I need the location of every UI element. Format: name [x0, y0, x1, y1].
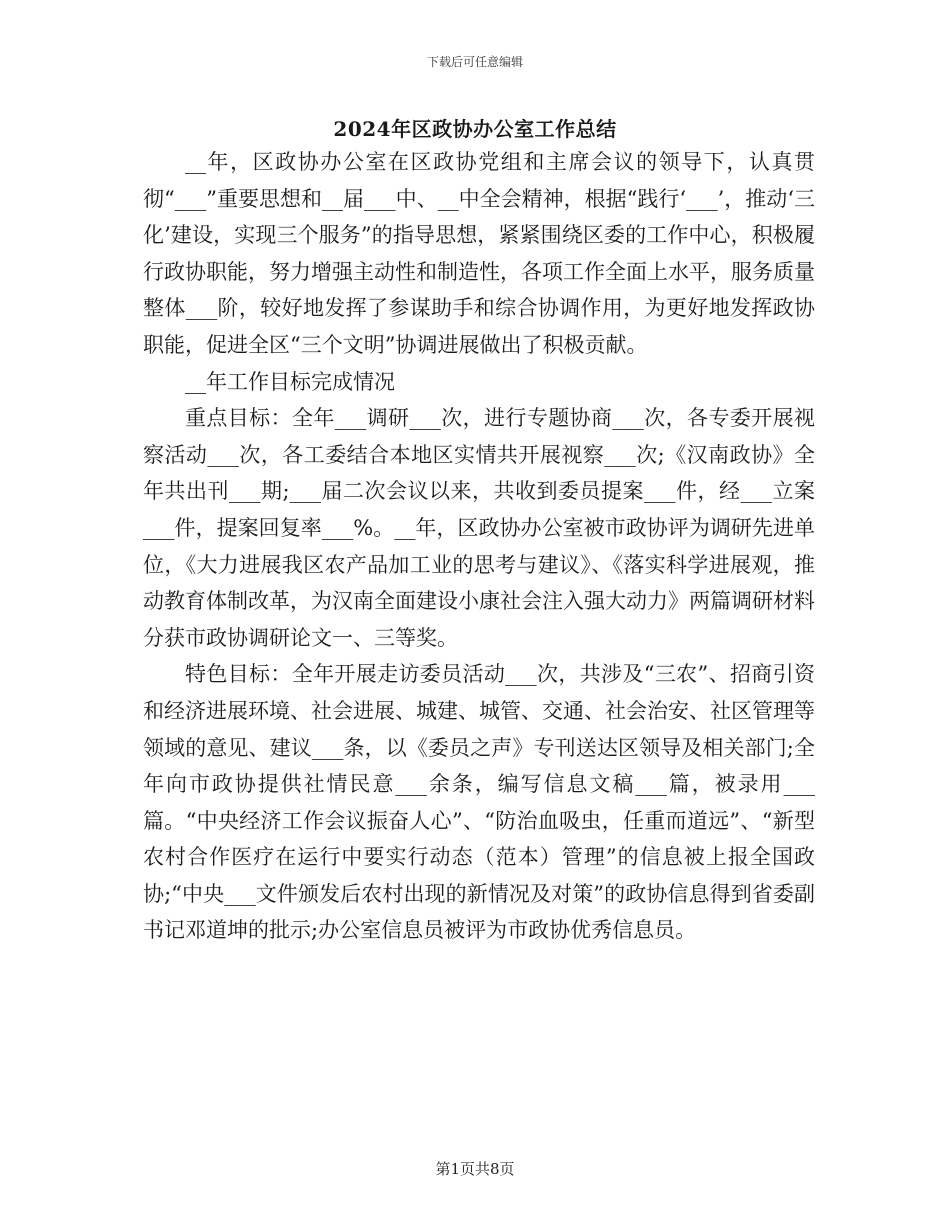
document-title: 2024年区政协办公室工作总结 — [333, 117, 617, 141]
document-body — [143, 144, 815, 949]
paragraph-intro: __年，区政协办公室在区政协党组和主席会议的领导下，认真贯彻“___”重要思想和__届___中、__中全会精神，根据“践行‘___’，推动‘三化’建设，实现三个服务”的指导思想，紧紧围绕区委的工作中心，积极履行政协职能，努力增强主动性和制造性，各项工作全面上水平，服务质量整体___阶，较好地发挥了参谋助手和综合协调作用，为更好地发挥政协职能，促进全区“三个文明”协调进展做出了积极贡献。 — [143, 150, 815, 357]
paragraph-section-heading: __年工作目标完成情况 — [185, 369, 395, 394]
page-header-note: 下载后可任意编辑 — [426, 55, 523, 69]
page-number: 第1页共8页 — [435, 1160, 515, 1178]
paragraph-special-goals: 特色目标：全年开展走访委员活动___次，共涉及“三农”、招商引资和经济进展环境、社会进展、城建、城管、交通、社会治安、社区管理等领域的意见、建议___条，以《委员之声》专刊送达区领导及相关部门;全年向市政协提供社情民意___余条，编写信息文稿___篇，被录用___篇。“中央经济工作会议振奋人心”、“防治血吸虫，任重而道远”、“新型农村合作医疗在运行中要实行动态（范本）管理”的信息被上报全国政协;“中央___文件颁发后农村出现的新情况及对策”的政协信息得到省委副书记邓道坤的批示;办公室信息员被评为市政协优秀信息员。 — [143, 662, 815, 943]
paragraph-key-goals: 重点目标：全年___调研___次，进行专题协商___次，各专委开展视察活动___次，各工委结合本地区实情共开展视察___次;《汉南政协》全年共出刊___期;___届二次会议以来，共收到委员提案___件，经___立案___件，提案回复率___%。__年，区政协办公室被市政协评为调研先进单位，《大力进展我区农产品加工业的思考与建议》、《落实科学进展观，推动教育体制改革，为汉南全面建设小康社会注入强大动力》两篇调研材料分获市政协调研论文一、三等奖。 — [143, 406, 815, 650]
